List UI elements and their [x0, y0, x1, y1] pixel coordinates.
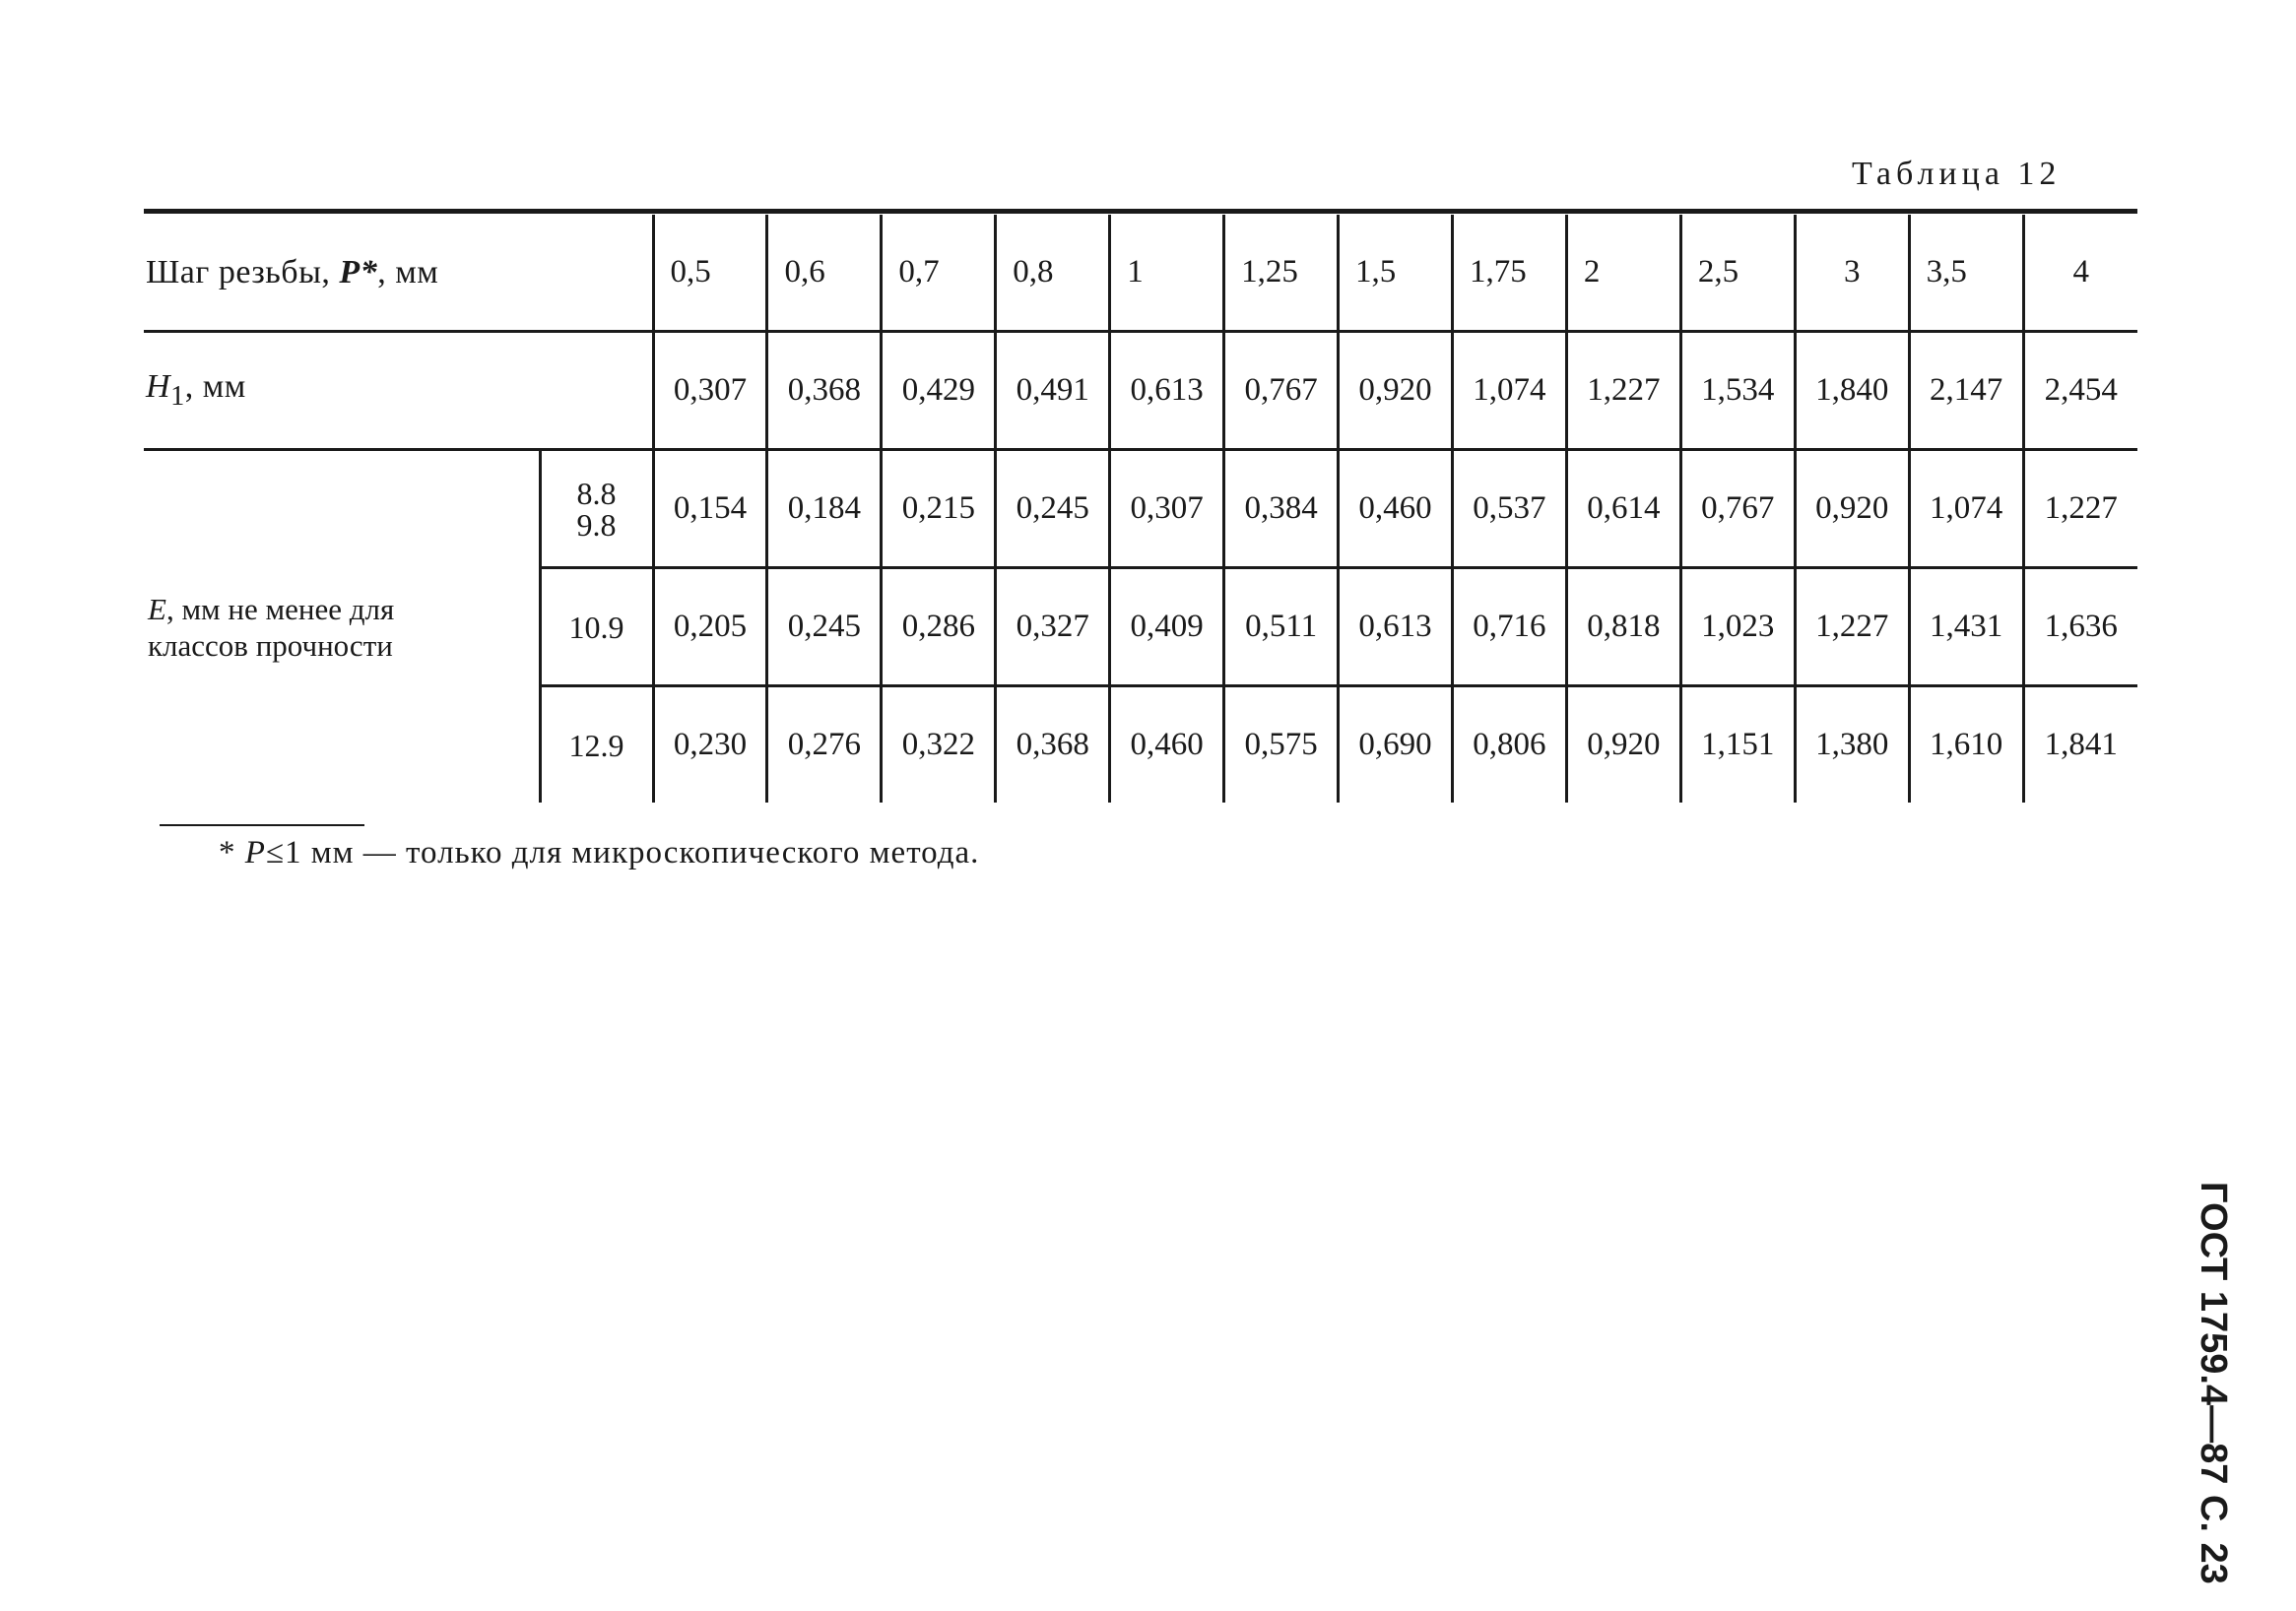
e-cell: 0,818	[1566, 568, 1680, 686]
pitch-cell: 1,25	[1224, 215, 1339, 332]
pitch-cell: 2,5	[1680, 215, 1795, 332]
e-label-symbol: E	[148, 591, 166, 626]
footnote-star: *	[219, 835, 245, 870]
h1-cell: 0,368	[767, 332, 882, 450]
pitch-cell: 0,7	[882, 215, 996, 332]
e-label-line2: классов прочности	[148, 627, 393, 663]
pitch-label-post: , мм	[377, 253, 439, 290]
e-cell: 1,074	[1909, 450, 2023, 568]
pitch-cell: 3	[1795, 215, 1909, 332]
e-cell: 0,511	[1224, 568, 1339, 686]
h1-cell: 2,147	[1909, 332, 2023, 450]
pitch-cell: 2	[1566, 215, 1680, 332]
e-cell: 1,227	[2023, 450, 2137, 568]
pitch-cell: 4	[2023, 215, 2137, 332]
pitch-row	[144, 215, 2137, 332]
strength-class-line2: 9.8	[576, 506, 617, 543]
e-cell: 0,184	[767, 450, 882, 568]
pitch-label-symbol: P*	[339, 253, 378, 290]
pitch-label-pre: Шаг резьбы,	[146, 253, 340, 290]
e-cell: 0,384	[1224, 450, 1339, 568]
e-cell: 0,215	[882, 450, 996, 568]
e-cell: 0,154	[653, 450, 767, 568]
e-cell: 0,920	[1566, 686, 1680, 804]
h1-label	[144, 332, 653, 450]
e-label	[144, 450, 540, 804]
h1-cell: 0,491	[996, 332, 1110, 450]
e-cell: 0,327	[996, 568, 1110, 686]
h1-cell: 1,074	[1452, 332, 1566, 450]
strength-class: 10.9	[540, 568, 653, 686]
pitch-cell: 0,5	[653, 215, 767, 332]
e-cell: 0,537	[1452, 450, 1566, 568]
h1-label-symbol: H	[146, 368, 171, 406]
e-cell: 0,245	[767, 568, 882, 686]
h1-cell: 0,920	[1339, 332, 1453, 450]
e-cell: 0,409	[1110, 568, 1224, 686]
h1-cell: 0,429	[882, 332, 996, 450]
h1-cell: 1,227	[1566, 332, 1680, 450]
e-cell: 0,767	[1680, 450, 1795, 568]
footnote-text: ≤1 мм — только для микроскопического метода.	[265, 835, 980, 870]
e-cell: 0,614	[1566, 450, 1680, 568]
e-cell: 0,368	[996, 686, 1110, 804]
strength-class	[540, 450, 653, 568]
e-cell: 0,460	[1339, 450, 1453, 568]
e-cell: 0,286	[882, 568, 996, 686]
e-cell: 0,230	[653, 686, 767, 804]
footnote-symbol: P	[244, 835, 266, 870]
pitch-cell: 0,8	[996, 215, 1110, 332]
strength-class-line1: 8.8	[576, 475, 617, 511]
e-cell: 0,920	[1795, 450, 1909, 568]
e-cell: 0,245	[996, 450, 1110, 568]
h1-cell: 1,840	[1795, 332, 1909, 450]
e-cell: 1,023	[1680, 568, 1795, 686]
pitch-cell: 1,75	[1452, 215, 1566, 332]
h1-cell: 1,534	[1680, 332, 1795, 450]
pitch-cell: 0,6	[767, 215, 882, 332]
e-cell: 1,151	[1680, 686, 1795, 804]
pitch-cell: 1	[1110, 215, 1224, 332]
e-cell: 0,575	[1224, 686, 1339, 804]
footnote-rule	[160, 824, 364, 826]
e-cell: 1,380	[1795, 686, 1909, 804]
e-cell: 1,227	[1795, 568, 1909, 686]
h1-cell: 0,613	[1110, 332, 1224, 450]
e-cell: 1,610	[1909, 686, 2023, 804]
pitch-cell: 3,5	[1909, 215, 2023, 332]
footnote	[219, 835, 979, 871]
h1-label-subscript: 1	[170, 380, 185, 412]
pitch-label	[144, 215, 653, 332]
h1-cell: 2,454	[2023, 332, 2137, 450]
e-cell: 1,841	[2023, 686, 2137, 804]
e-cell: 0,690	[1339, 686, 1453, 804]
e-cell: 1,636	[2023, 568, 2137, 686]
table-caption: Таблица 12	[1852, 156, 2062, 192]
h1-row	[144, 332, 2137, 450]
e-cell: 0,806	[1452, 686, 1566, 804]
e-label-line1: , мм не менее для	[165, 591, 395, 626]
h1-cell: 0,307	[653, 332, 767, 450]
h1-cell: 0,767	[1224, 332, 1339, 450]
e-cell: 0,322	[882, 686, 996, 804]
h1-label-post: , мм	[184, 368, 246, 406]
e-cell: 0,460	[1110, 686, 1224, 804]
strength-class: 12.9	[540, 686, 653, 804]
e-cell: 0,716	[1452, 568, 1566, 686]
page-side-label: ГОСТ 1759.4—87 С. 23	[2193, 1182, 2234, 1584]
e-cell: 0,205	[653, 568, 767, 686]
e-cell: 0,613	[1339, 568, 1453, 686]
e-cell: 1,431	[1909, 568, 2023, 686]
thread-table	[144, 215, 2137, 803]
pitch-cell: 1,5	[1339, 215, 1453, 332]
e-row-class-1	[144, 450, 2137, 568]
e-cell: 0,276	[767, 686, 882, 804]
e-cell: 0,307	[1110, 450, 1224, 568]
table-top-rule	[144, 209, 2137, 214]
